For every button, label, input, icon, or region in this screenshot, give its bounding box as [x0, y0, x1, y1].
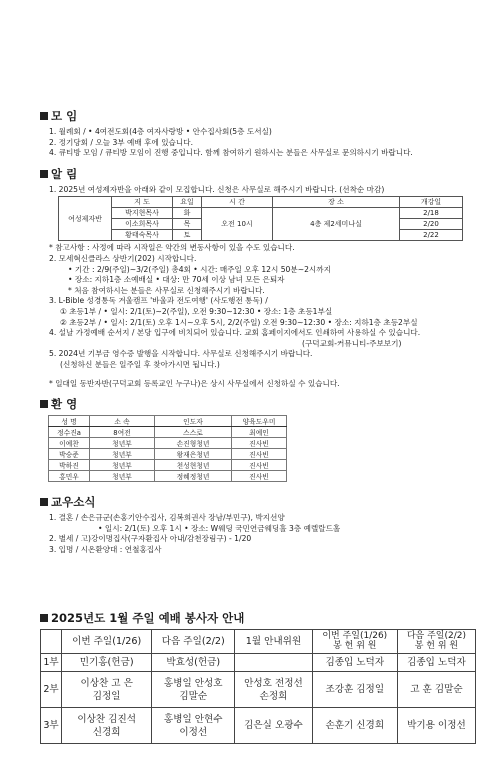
table-cell: 홍병일 안성호 김말순 — [152, 672, 235, 708]
news-item-3: 3. 입명 / 시온환양대 : 연철홍집사 — [49, 544, 162, 554]
moim-item-2: 2. 정기당회 / 오늘 3부 예배 후에 있습니다. — [49, 137, 193, 147]
table-header: 인도자 — [155, 416, 232, 427]
table-row — [41, 708, 476, 744]
table-header: 개강일 — [400, 197, 463, 208]
table-cell: 박효성(헌금) — [152, 654, 235, 672]
table-cell: 안성호 전정선 손정희 — [235, 672, 313, 708]
table-cell: 청년부 — [90, 471, 155, 482]
table-cell: 청년부 — [90, 438, 155, 449]
news-item-1: 1. 결혼 / 손은규군(손홍기안수집사, 김복희권사 장남/부민구), 박지선양 — [49, 513, 285, 523]
table-cell: 천성현청년 — [155, 460, 232, 471]
table-cell: 손훈기 신경희 — [312, 708, 397, 744]
table-cell: 홍병일 안현수 이정선 — [152, 708, 235, 744]
allim-item-3: 3. L-Bible 성경통독 겨울캠프 '바울과 전도여행' (사도행전 통독) / — [49, 296, 268, 306]
allim-item-3b: ② 초등2부 / • 일시: 2/1(토) 오후 1시~오후 5시, 2/2(주일) 오전 9:30~12:30 • 장소: 지하1층 초등2부실 — [60, 317, 418, 327]
table-cell: 이소희목사 — [112, 219, 173, 230]
table-cell: 2/20 — [400, 219, 463, 230]
table-cell: 토 — [173, 230, 202, 241]
discipleship-table — [58, 196, 463, 241]
table-cell: 2/22 — [400, 230, 463, 241]
welcome-section-title — [40, 396, 477, 412]
table-cell: 민기홍(헌금) — [62, 654, 152, 672]
allim-item-2b: • 장소: 지하1층 소예배실 • 대상: 만 70세 이상 남녀 모든 은퇴자 — [68, 275, 285, 285]
table-row — [49, 427, 287, 438]
table-cell: 이상찬 고 은 김정일 — [62, 672, 152, 708]
news-item-1a: • 일시: 2/1(토) 오후 1시 • 장소: W웨딩 국민연금웨딩홀 3층 예렐랄드홀 — [98, 523, 341, 533]
row-label: 1부 — [41, 654, 62, 672]
table-header: 이번 주일(1/26) 봉 헌 위 원 — [312, 630, 397, 654]
table-cell: 청년부 — [90, 449, 155, 460]
allim-title: 알 림 — [51, 166, 78, 181]
table-cell: 고 훈 김말순 — [397, 672, 475, 708]
table-cell: 목 — [173, 219, 202, 230]
allim-item-2: 2. 모세혁신클라스 상반기(202) 시작합니다. — [49, 253, 197, 263]
section-square-icon — [40, 498, 48, 506]
table-header: 소 속 — [90, 416, 155, 427]
table-cell: 박지현목사 — [112, 208, 173, 219]
table-cell — [235, 654, 313, 672]
table-header: 양육도우미 — [232, 416, 287, 427]
table-cell-time: 오전 10시 — [202, 208, 273, 241]
table-cell: 2/18 — [400, 208, 463, 219]
table-cell: 왕재은청년 — [155, 449, 232, 460]
table-row-label: 여성제자반 — [59, 197, 112, 241]
section-square-icon — [40, 112, 48, 120]
section-square-icon — [40, 400, 48, 408]
allim-item-4: 4. 설날 가정예배 순서지 / 본당 입구에 비치되어 있습니다. 교회 홈페이지에서도 인쇄하여 사용하실 수 있습니다. — [49, 328, 421, 338]
news-title: 교우소식 — [51, 495, 96, 510]
table-header: 지 도 — [112, 197, 173, 208]
table-cell: 홍민우 — [49, 471, 90, 482]
table-header: 1월 안내위원 — [235, 630, 313, 654]
table-cell: 손진형청년 — [155, 438, 232, 449]
table-cell: 이예찬 — [49, 438, 90, 449]
table-cell: 박승준 — [49, 449, 90, 460]
table-header — [41, 630, 62, 654]
table-header: 다음 주일(2/2) 봉 헌 위 원 — [397, 630, 475, 654]
table-cell: 진사빈 — [232, 471, 287, 482]
table-header: 시 간 — [202, 197, 273, 208]
table-cell: 화 — [173, 208, 202, 219]
table-cell: 스스로 — [155, 427, 232, 438]
moim-item-3: 4. 큐티방 모임 / 큐티방 모임이 진행 중입니다. 함께 참여하기 원하시는 분들은 사무실로 문의하시기 바랍니다. — [49, 148, 413, 158]
table-cell: 최예인 — [232, 427, 287, 438]
volunteers-section-title — [40, 610, 244, 626]
allim-note-1: * 참고사항 : 사정에 따라 시작일은 약간의 변동사항이 있을 수도 있습니다. — [49, 243, 295, 253]
table-cell: 김종입 노덕자 — [312, 654, 397, 672]
table-header: 요일 — [173, 197, 202, 208]
allim-item-3a: ① 초등1부 / • 일시: 2/1(토)~2(주일), 오전 9:30~12:30 • 장소: 1층 초등1부실 — [60, 306, 333, 316]
table-cell: 김은실 오광수 — [235, 708, 313, 744]
allim-item-1: 1. 2025년 여성제자반을 아래와 같이 모집합니다. 신청은 사무실로 해주시기 바랍니다. (선착순 마감) — [49, 184, 385, 194]
table-cell: 정혜정청년 — [155, 471, 232, 482]
table-row — [41, 672, 476, 708]
section-square-icon — [40, 614, 48, 622]
table-header: 이번 주일(1/26) — [62, 630, 152, 654]
table-row — [41, 654, 476, 672]
table-cell: 황태숙목사 — [112, 230, 173, 241]
table-cell: 진사빈 — [232, 449, 287, 460]
allim-item-5a: (신청하신 분들은 일주일 후 찾아가시면 됩니다.) — [60, 359, 220, 369]
allim-note-2: * 일대일 동반자반(구덕교회 등록교인 누구나)은 상시 사무실에서 신청하실 수 있습니다. — [49, 378, 340, 388]
table-cell: 정수진a — [49, 427, 90, 438]
table-cell-place: 4층 제2세미나실 — [273, 208, 400, 241]
table-cell: 조강훈 김정일 — [312, 672, 397, 708]
allim-section-title — [40, 166, 477, 182]
table-cell: 박기용 이정선 — [397, 708, 475, 744]
table-row — [49, 449, 287, 460]
table-header: 성 명 — [49, 416, 90, 427]
table-cell: 청년부 — [90, 460, 155, 471]
row-label: 2부 — [41, 672, 62, 708]
volunteers-table — [40, 629, 476, 744]
row-label: 3부 — [41, 708, 62, 744]
moim-item-1: 1. 월례회 / • 4여전도회(4층 여자사랑방 • 안수집사회(5층 도서실) — [49, 127, 272, 136]
table-header: 장 소 — [273, 197, 400, 208]
table-cell: 이상찬 김진석 신경희 — [62, 708, 152, 744]
table-cell: 진사빈 — [232, 438, 287, 449]
moim-section-title — [40, 108, 477, 124]
news-item-2: 2. 별세 / 고)강이명집사(구자환집사 아내/감천장림구) - 1/20 — [49, 534, 252, 544]
allim-item-2c: * 처음 참여하시는 분들은 사무실로 신청해주시기 바랍니다. — [68, 285, 265, 295]
allim-item-2a: • 기간 : 2/9(주일)~3/2(주일) 총4회 • 시간: 매주일 오후 12시 50분~2시까지 — [68, 264, 331, 274]
welcome-title: 환 영 — [51, 397, 78, 412]
moim-title: 모 임 — [51, 109, 78, 123]
table-cell: 박하진 — [49, 460, 90, 471]
welcome-table — [48, 415, 287, 482]
table-cell: 8여전 — [90, 427, 155, 438]
section-square-icon — [40, 170, 48, 178]
table-cell: 김종입 노덕자 — [397, 654, 475, 672]
allim-item-4a: (구덕교회-커뮤니티-주보보기) — [302, 338, 402, 348]
volunteers-title: 2025년도 1월 주일 예배 봉사자 안내 — [51, 611, 245, 625]
table-row — [49, 438, 287, 449]
news-section-title — [40, 494, 477, 510]
table-row — [49, 460, 287, 471]
allim-item-5: 5. 2024년 기부금 영수증 발행을 시작합니다. 사무실로 신청해주시기 바랍니다. — [49, 349, 313, 359]
table-cell: 진사빈 — [232, 460, 287, 471]
table-header: 다음 주일(2/2) — [152, 630, 235, 654]
table-row — [49, 471, 287, 482]
